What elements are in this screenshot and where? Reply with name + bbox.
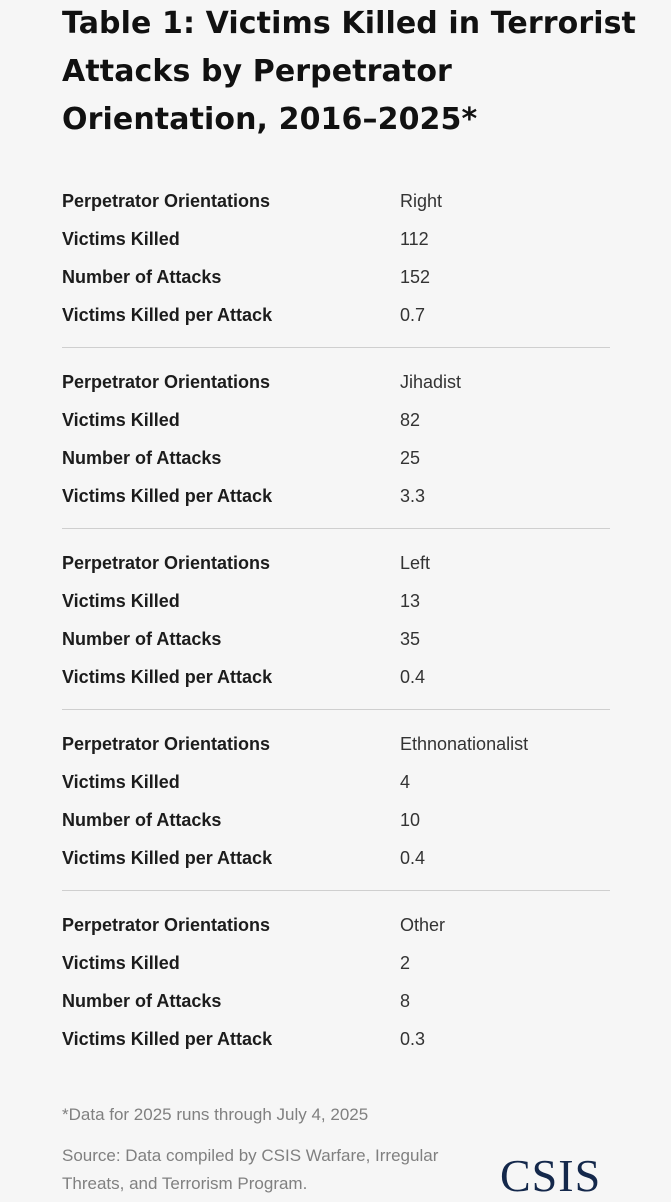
row-value: 0.4 xyxy=(400,666,426,687)
table-row xyxy=(62,1020,610,1058)
row-value: 13 xyxy=(400,590,421,611)
table-row xyxy=(62,296,610,334)
row-value: 82 xyxy=(400,409,421,430)
row-label: Number of Attacks xyxy=(62,447,222,468)
row-label: Victims Killed per Attack xyxy=(62,304,273,325)
row-value: 2 xyxy=(400,952,411,973)
row-label: Victims Killed xyxy=(62,409,180,430)
row-label: Victims Killed per Attack xyxy=(62,485,273,506)
page-title: Table 1: Victims Killed in Terrorist Attacks by Perpetrator Orientation, 2016–2025* xyxy=(62,6,636,137)
row-label: Victims Killed per Attack xyxy=(62,666,273,687)
row-value: 4 xyxy=(400,771,411,792)
row-label: Perpetrator Orientations xyxy=(62,733,271,754)
table-row xyxy=(62,944,610,982)
row-label: Victims Killed xyxy=(62,952,180,973)
row-label: Victims Killed xyxy=(62,228,180,249)
row-label: Victims Killed xyxy=(62,771,180,792)
row-label: Perpetrator Orientations xyxy=(62,371,271,392)
table-row xyxy=(62,401,610,439)
row-label: Number of Attacks xyxy=(62,266,222,287)
table-row xyxy=(62,582,610,620)
row-value: Ethnonationalist xyxy=(400,733,529,754)
table-row xyxy=(62,182,610,220)
row-label: Number of Attacks xyxy=(62,990,222,1011)
table-row xyxy=(62,258,610,296)
table-row xyxy=(62,439,610,477)
row-value: 112 xyxy=(400,228,429,249)
table-row xyxy=(62,763,610,801)
table-row xyxy=(62,839,610,877)
row-value: 0.3 xyxy=(400,1028,426,1049)
table-row xyxy=(62,363,610,401)
row-value: 8 xyxy=(400,990,411,1011)
row-value: Other xyxy=(400,914,446,935)
row-value: 0.4 xyxy=(400,847,426,868)
row-label: Number of Attacks xyxy=(62,628,222,649)
row-value: 35 xyxy=(400,628,421,649)
source-note: Source: Data compiled by CSIS Warfare, Irregular Threats, and Terrorism Program. xyxy=(62,1146,439,1193)
data-table xyxy=(62,182,610,1086)
table-row xyxy=(62,658,610,696)
table-row xyxy=(62,620,610,658)
table-row xyxy=(62,477,610,515)
table-row xyxy=(62,801,610,839)
row-label: Victims Killed per Attack xyxy=(62,847,273,868)
table-group-ethnonationalist xyxy=(62,725,610,891)
table-group-left xyxy=(62,544,610,710)
row-value: 0.7 xyxy=(400,304,426,325)
table-row xyxy=(62,982,610,1020)
table-group-other xyxy=(62,906,610,1071)
row-value: 152 xyxy=(400,266,431,287)
row-value: 10 xyxy=(400,809,421,830)
row-label: Perpetrator Orientations xyxy=(62,914,271,935)
table-row xyxy=(62,725,610,763)
csis-logo: CSIS xyxy=(500,1150,602,1201)
row-label: Perpetrator Orientations xyxy=(62,190,271,211)
row-value: Right xyxy=(400,190,443,211)
row-value: Jihadist xyxy=(400,371,462,392)
row-value: Left xyxy=(400,552,431,573)
table-row xyxy=(62,220,610,258)
row-value: 3.3 xyxy=(400,485,426,506)
table-row xyxy=(62,906,610,944)
table-row xyxy=(62,544,610,582)
footnote: *Data for 2025 runs through July 4, 2025 xyxy=(62,1105,369,1124)
row-label: Perpetrator Orientations xyxy=(62,552,271,573)
row-value: 25 xyxy=(400,447,421,468)
row-label: Number of Attacks xyxy=(62,809,222,830)
row-label: Victims Killed xyxy=(62,590,180,611)
table-group-right xyxy=(62,182,610,348)
table-group-jihadist xyxy=(62,363,610,529)
row-label: Victims Killed per Attack xyxy=(62,1028,273,1049)
